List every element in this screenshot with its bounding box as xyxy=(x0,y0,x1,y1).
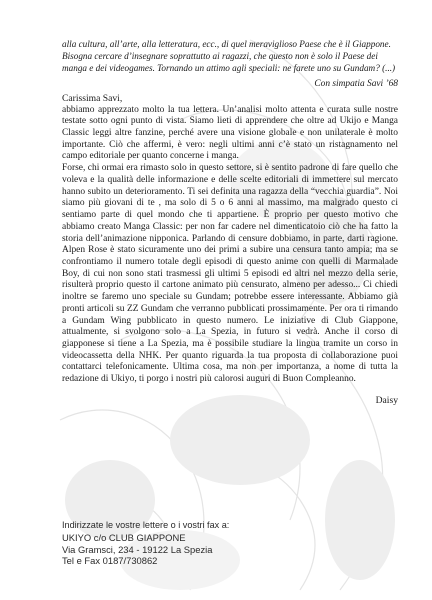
mailing-address xyxy=(62,520,229,567)
reply-paragraph-1: abbiamo apprezzato molto la tua lettera. Un’analisi molto attenta e curata sulle nostre testate sotto ogni punto di vista. Siamo lieti di apprendere che oltre ad Ukijo e Manga Classic leggi altre fanzine, perché avere una visione globale e non unilaterale è molto importante. Ciò che affermi, è vero: negli ultimi anni c’è stato un ristagnamento nel campo editoriale per quanto concerne i manga. xyxy=(62,104,398,162)
reader-letter-excerpt: alla cultura, all’arte, alla letteratura, ecc., di quel meraviglioso Paese che è il Giappone. Bisogna cercare d’insegnare soprattutto ai ragazzi, che questo non è solo il Paese dei manga e dei videogames. Tornando un attimo agli speciali: ne farete uno su Gundam? (...) xyxy=(62,39,396,74)
address-line-2: Via Gramsci, 234 - 19122 La Spezia xyxy=(62,543,213,555)
reader-signoff: Con simpatia Savi ’68 xyxy=(314,78,398,89)
letter-column xyxy=(62,38,398,406)
reply-greeting: Carissima Savi, xyxy=(62,92,123,104)
reply-signature: Daisy xyxy=(375,394,398,406)
reply-paragraph-2: Forse, chi ormai era rimasto solo in questo settore, si è sentito padrone di fare quello che voleva e la qualità delle informazione e delle scelte editoriali di immettere sul mercato hanno subito un deterioramento. Ti sei definita una ragazza della “vecchia guardia”. Noi siamo più giovani di te , ma solo di 5 o 6 anni al massimo, ma malgrado questo ci sentiamo parte di quel mondo che ti appartiene. È proprio per questo motivo che abbiamo creato Manga Classic: per non far cadere nel dimenticatoio ciò che ha fatto la storia dell’animazione nipponica. Parlando di censure dobbiamo, in parte, darti ragione. Alpen Rose è stato sicuramente uno dei primi a subire una censura tanto ampia; ma se confrontiamo il numero totale degli episodi di questo anime con quelli di Marmalade Boy, di cui non sono stati trasmessi gli ultimi 5 episodi ed altri nel mezzo della serie, risulterà proprio questo il cartone animato più censurato, almeno per adesso... Ci chiedi inoltre se faremo uno speciale su Gundam; potrebbe essere interessante. Abbiamo già pronti articoli su ZZ Gundam che verranno pubblicati prossimamente. Per ora ti rimando a Gundam Wing pubblicato in questo numero. Le iniziative di Club Giappone, attualmente, si svolgono solo a La Spezia, in futuro si vedrà. Anche il corso di giapponese si tiene a La Spezia, ma è possibile studiare la lingua tramite un corso in videocassetta della NHK. Per quanto riguarda la tua proposta di collaborazione puoi contattarci telefonicamente. Ultima cosa, ma non per importanza, a nome di tutta la redazione di Ukiyo, ti porgo i nostri più calorosi auguri di Buon Compleanno. xyxy=(62,163,398,385)
address-line-1: UKIYO c/o CLUB GIAPPONE xyxy=(62,531,186,543)
address-line-3: Tel e Fax 0187/730862 xyxy=(62,555,158,567)
address-label: Indirizzate le vostre lettere o i vostri fax a: xyxy=(62,520,230,530)
